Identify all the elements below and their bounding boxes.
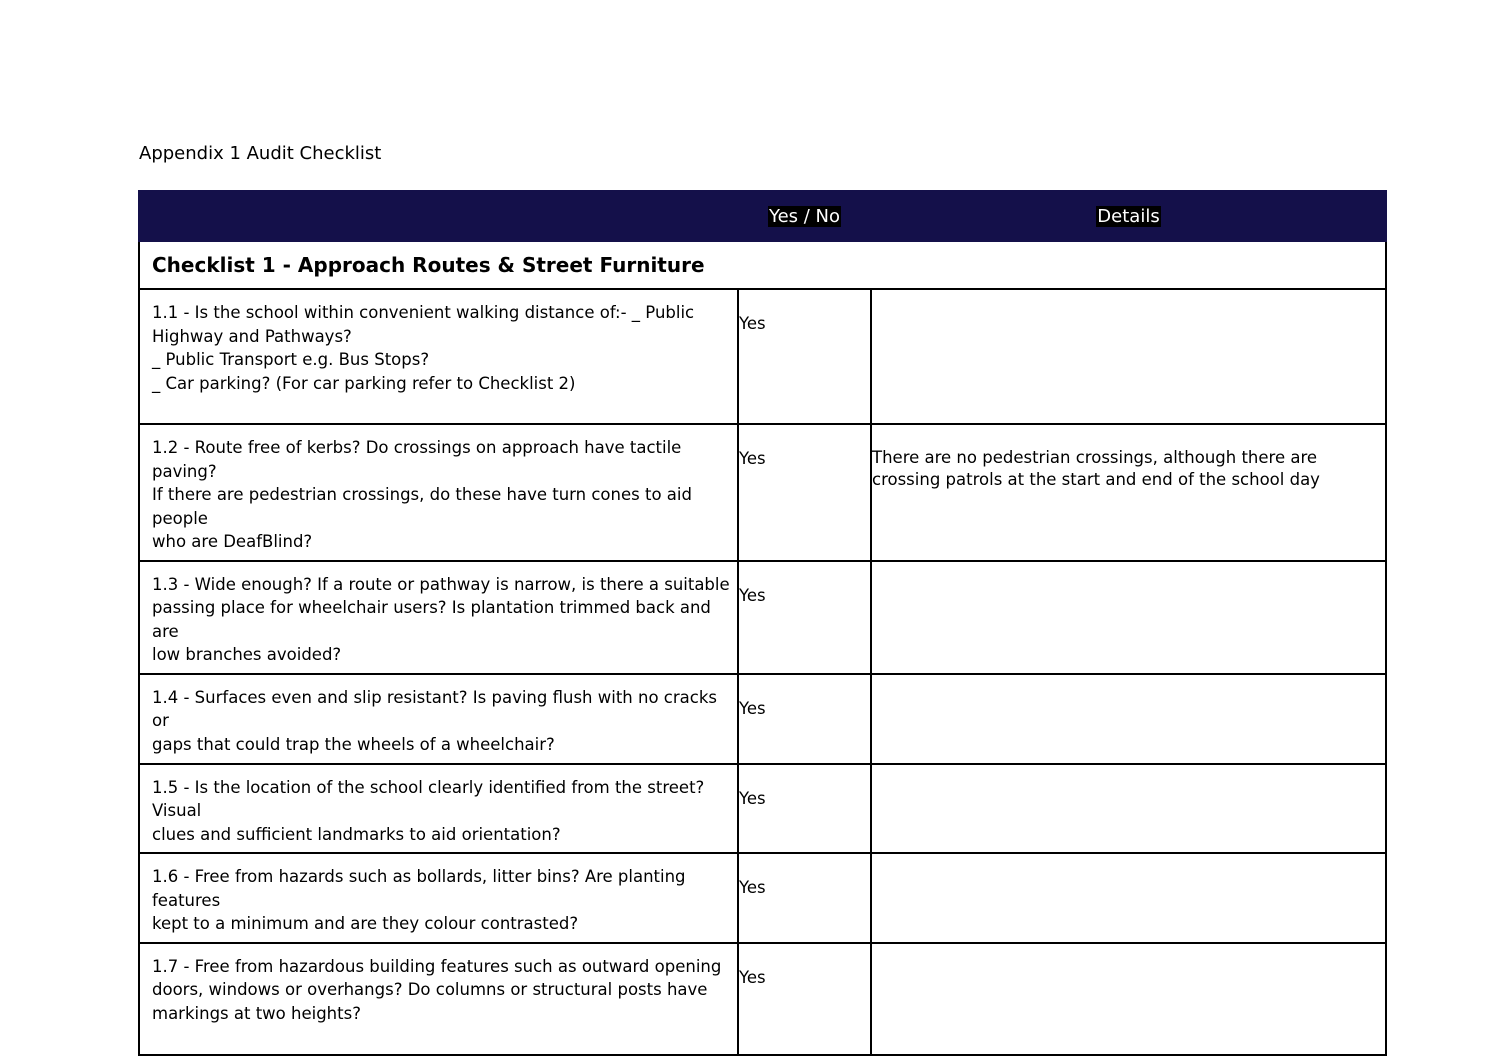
- answer-cell: Yes: [738, 853, 871, 943]
- table-row: [139, 289, 1386, 424]
- header-details-label: Details: [1097, 205, 1160, 227]
- answer-cell: Yes: [738, 764, 871, 854]
- header-question-cell: [139, 191, 738, 241]
- question-cell: 1.3 - Wide enough? If a route or pathway is narrow, is there a suitable passing place for wheelchair users? Is plantation trimmed back and are low branches avoided?: [139, 561, 738, 674]
- table-row: [139, 674, 1386, 764]
- question-cell: 1.7 - Free from hazardous building features such as outward opening doors, windows or overhangs? Do columns or structural posts have markings at two heights?: [139, 943, 738, 1055]
- question-cell: 1.4 - Surfaces even and slip resistant? Is paving flush with no cracks or gaps that could trap the wheels of a wheelchair?: [139, 674, 738, 764]
- question-cell: 1.2 - Route free of kerbs? Do crossings on approach have tactile paving? If there are pedestrian crossings, do these have turn cones to aid people who are DeafBlind?: [139, 424, 738, 561]
- table-row: [139, 853, 1386, 943]
- header-yes-no-cell: [738, 191, 871, 241]
- details-cell: [871, 674, 1386, 764]
- table-row: [139, 424, 1386, 561]
- table-row: [139, 561, 1386, 674]
- question-cell: 1.1 - Is the school within convenient walking distance of:- _ Public Highway and Pathways? _ Public Transport e.g. Bus Stops? _ Car parking? (For car parking refer to Checklist 2): [139, 289, 738, 424]
- answer-cell: Yes: [738, 943, 871, 1055]
- answer-cell: Yes: [738, 561, 871, 674]
- answer-cell: Yes: [738, 674, 871, 764]
- answer-cell: Yes: [738, 424, 871, 561]
- question-cell: 1.5 - Is the location of the school clearly identified from the street? Visual clues and sufficient landmarks to aid orientation?: [139, 764, 738, 854]
- header-details-cell: [871, 191, 1386, 241]
- table-row: [139, 943, 1386, 1055]
- table-row: [139, 764, 1386, 854]
- table-header-row: [139, 191, 1386, 241]
- details-cell: [871, 853, 1386, 943]
- section-row: [139, 241, 1386, 289]
- question-cell: 1.6 - Free from hazards such as bollards, litter bins? Are planting features kept to a minimum and are they colour contrasted?: [139, 853, 738, 943]
- header-yes-no-label: Yes / No: [768, 205, 841, 227]
- details-cell: There are no pedestrian crossings, although there are crossing patrols at the start and end of the school day: [871, 424, 1386, 561]
- details-cell: [871, 764, 1386, 854]
- section-title: Checklist 1 - Approach Routes & Street Furniture: [139, 241, 1386, 289]
- page-title: Appendix 1 Audit Checklist: [139, 143, 382, 164]
- audit-checklist-table: [138, 190, 1387, 1056]
- answer-cell: Yes: [738, 289, 871, 424]
- details-cell: [871, 289, 1386, 424]
- details-cell: [871, 943, 1386, 1055]
- details-cell: [871, 561, 1386, 674]
